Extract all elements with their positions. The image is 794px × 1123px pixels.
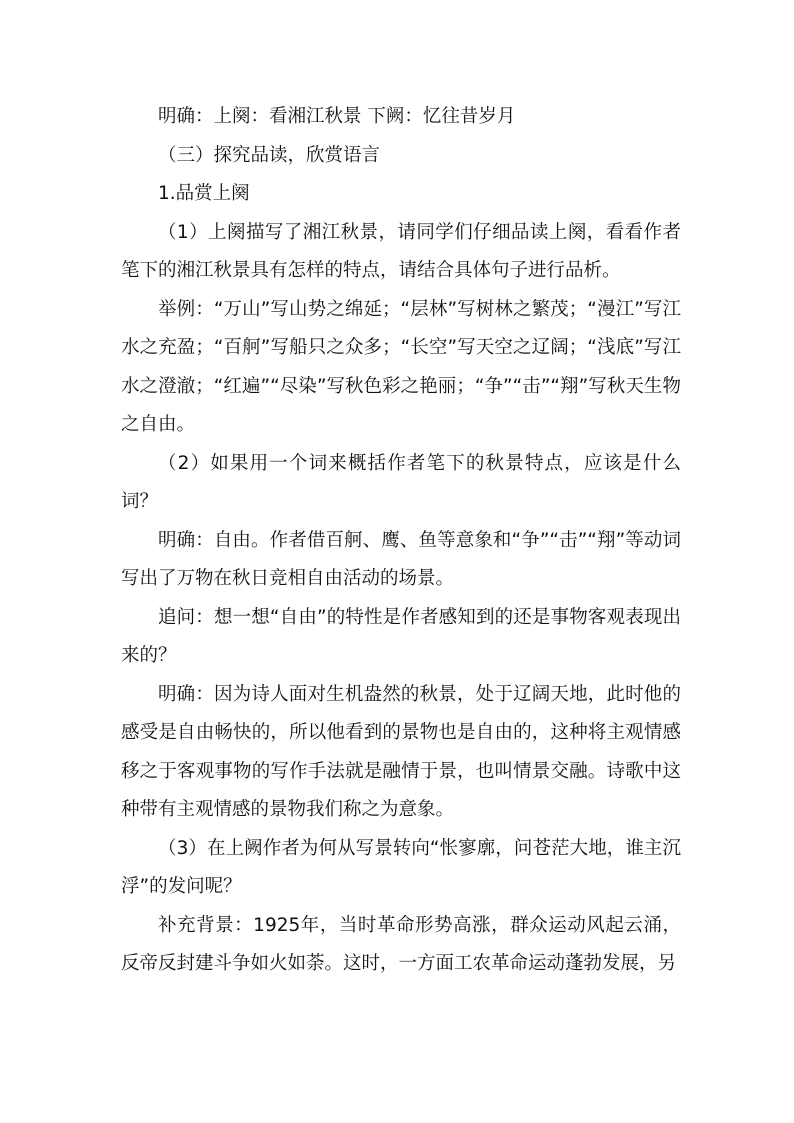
subsection-heading: 1.品赏上阕 bbox=[158, 183, 250, 204]
question-paragraph: （2）如果用一个词来概括作者笔下的秋景特点，应该是什么词？ bbox=[121, 452, 681, 512]
question-paragraph: （3）在上阙作者为何从写景转向“怅寥廓，问苍茫大地，谁主沉浮”的发问呢？ bbox=[121, 837, 681, 897]
answer-paragraph: 明确：因为诗人面对生机盎然的秋景，处于辽阔天地，此时他的感受是自由畅快的，所以他看到的景物也是自由的，这种将主观情感移之于客观事物的写作手法就是融情于景，也叫情景交融。诗歌中这种带有主观情感的景物我们称之为意象。 bbox=[121, 683, 681, 820]
background-paragraph: 补充背景：1925年，当时革命形势高涨，群众运动风起云涌，反帝反封建斗争如火如荼。这时，一方面工农革命运动蓬勃发展，另 bbox=[121, 914, 681, 974]
example-paragraph: 举例：“万山”写山势之绵延；“层林”写树林之繁茂；“漫江”写江水之充盈；“百舸”写船只之众多；“长空”写天空之辽阔；“浅底”写江水之澄澈；“红遍”“尽染”写秋色彩之艳丽；“争”“击”“翔”写秋天生物之自由。 bbox=[121, 298, 681, 435]
question-paragraph: （1）上阕描写了湘江秋景，请同学们仔细品读上阕，看看作者笔下的湘江秋景具有怎样的特点，请结合具体句子进行品析。 bbox=[121, 221, 681, 281]
section-heading: （三）探究品读，欣赏语言 bbox=[158, 144, 381, 166]
document-body bbox=[121, 98, 681, 984]
answer-paragraph: 明确：上阕：看湘江秋景 下阙：忆往昔岁月 bbox=[158, 106, 516, 127]
answer-paragraph: 明确：自由。作者借百舸、鹰、鱼等意象和“争”“击”“翔”等动词写出了万物在秋日竞相自由活动的场景。 bbox=[121, 529, 681, 589]
follow-up-paragraph: 追问：想一想“自由”的特性是作者感知到的还是事物客观表现出来的？ bbox=[121, 606, 681, 666]
